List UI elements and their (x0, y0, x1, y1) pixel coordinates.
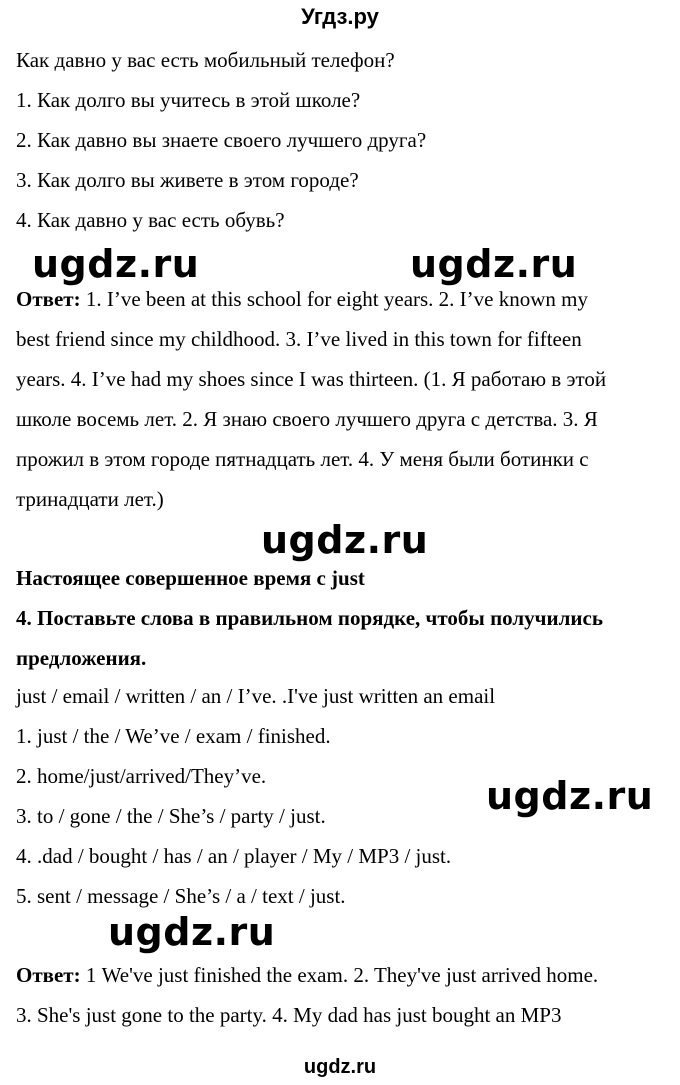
exercise-line: just / email / written / an / I’ve. .I've just written an email (16, 684, 496, 708)
watermark: ugdz.ru (108, 910, 276, 954)
answer-line (16, 963, 598, 987)
watermark: ugdz.ru (486, 774, 654, 818)
answer-line: школе восемь лет. 2. Я знаю своего лучшего друга с детства. 3. Я (16, 407, 598, 431)
exercise-line: 3. to / gone / the / She’s / party / just. (16, 804, 326, 828)
watermark: ugdz.ru (261, 518, 429, 562)
watermark: ugdz.ru (32, 242, 200, 286)
exercise-line: 2. home/just/arrived/They’ve. (16, 764, 267, 788)
answer-line (16, 287, 588, 311)
intro-line: 2. Как давно вы знаете своего лучшего друга? (16, 128, 427, 152)
watermark: ugdz.ru (410, 242, 578, 286)
answer-text: 1 We've just finished the exam. 2. They've just arrived home. (80, 963, 599, 987)
exercise-line: 4. .dad / bought / has / an / player / My / MP3 / just. (16, 844, 452, 868)
intro-line: 1. Как долго вы учитесь в этой школе? (16, 88, 361, 112)
intro-line: 4. Как давно у вас есть обувь? (16, 208, 285, 232)
exercise-line: 5. sent / message / She’s / a / text / just. (16, 884, 346, 908)
answer-line: best friend since my childhood. 3. I’ve lived in this town for fifteen (16, 327, 582, 351)
answer-label: Ответ: (16, 963, 81, 987)
intro-line: Как давно у вас есть мобильный телефон? (16, 48, 395, 72)
answer-line: 3. She's just gone to the party. 4. My dad has just bought an MP3 (16, 1003, 562, 1027)
answer-line: прожил в этом городе пятнадцать лет. 4. У меня были ботинки с (16, 447, 589, 471)
task-line: предложения. (16, 646, 147, 670)
answer-line: years. 4. I’ve had my shoes since I was thirteen. (1. Я работаю в этой (16, 367, 607, 391)
page-footer: ugdz.ru (303, 1056, 377, 1078)
exercise-line: 1. just / the / We’ve / exam / finished. (16, 724, 331, 748)
section-title: Настоящее совершенное время с just (16, 566, 365, 590)
task-line: 4. Поставьте слова в правильном порядке, чтобы получились (16, 606, 603, 630)
answer-label: Ответ: (16, 287, 81, 311)
answer-text: 1. I’ve been at this school for eight years. 2. I’ve known my (80, 287, 588, 311)
page-header: Угдз.ру (301, 4, 379, 29)
intro-line: 3. Как долго вы живете в этом городе? (16, 168, 359, 192)
answer-line: тринадцати лет.) (16, 487, 164, 511)
